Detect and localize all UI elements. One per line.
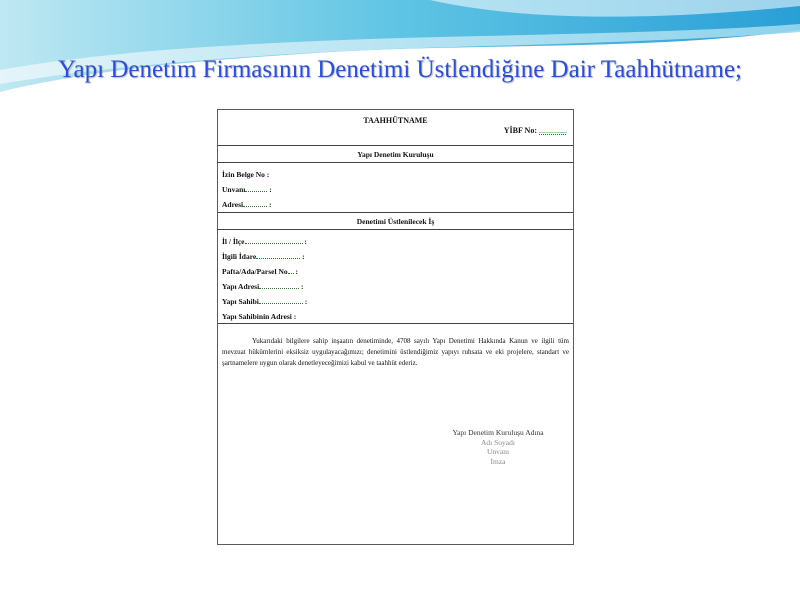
field-label: İzin Belge No [222, 170, 265, 179]
field-label: Yapı Sahibinin Adresi [222, 312, 292, 321]
ybf-dots: .............. [539, 126, 567, 135]
field-ilgili-idare: İlgili İdare : [222, 249, 569, 264]
section-is-fields [218, 230, 573, 324]
taahhutname-document [217, 109, 574, 545]
field-label: İlgili İdare [222, 252, 257, 261]
field-yapi-sahibinin-adresi: Yapı Sahibinin Adresi : [222, 312, 297, 321]
field-adresi: Adresi : [222, 197, 569, 212]
field-label: Yapı Sahibi [222, 297, 259, 306]
field-label: Unvanı [222, 185, 246, 194]
ybf-number [504, 126, 567, 135]
document-title: TAAHHÜTNAME [363, 116, 428, 125]
field-yapi-adresi: Yapı Adresi : [222, 279, 569, 294]
slide-title: Yapı Denetim Firmasının Denetimi Üstlendiğine Dair Taahhütname; [57, 56, 743, 83]
field-label: İl / İlçe [222, 237, 245, 246]
field-unvani: Unvanı : [222, 182, 569, 197]
signature-name-line: Adı Soyadı [481, 437, 515, 447]
field-yapi-sahibi: Yapı Sahibi : [222, 294, 569, 309]
section-title-kurulus: Yapı Denetim Kuruluşu [218, 146, 573, 163]
header-wave-decoration [0, 0, 800, 110]
section-kurulus-fields [218, 163, 573, 213]
signature-org-line: Yapı Denetim Kuruluşu Adına [452, 428, 544, 437]
signature-title-line: Unvanı [486, 447, 510, 456]
section-title-is: Denetimi Üstlenilecek İş [218, 213, 573, 230]
document-header [218, 110, 573, 146]
field-il-ilce: İl / İlçe : [222, 234, 569, 249]
field-label: Pafta/Ada/Parsel No [222, 267, 288, 276]
field-pafta-ada-parsel: Pafta/Ada/Parsel No : [222, 264, 569, 279]
signature-block [433, 428, 563, 466]
field-izin-belge-no: İzin Belge No : [222, 170, 270, 179]
field-label: Adresi [222, 200, 244, 209]
field-label: Yapı Adresi [222, 282, 260, 291]
commitment-text: Yukarıdaki bilgilere sahip inşaatın denetiminde, 4708 sayılı Yapı Denetimi Hakkında Kanun ve ilgili tüm mevzuat hükümlerini eksiksiz uygulayacağımızı; denetimini üstlendiğimiz yapıyı ruhsata ve eki projelere, standart ve şartnamelere uygun olarak denetleyeceğimizi kabul ve taahhüt ederiz. [222, 337, 569, 367]
ybf-label: YİBF No: [503, 126, 537, 135]
signature-sign-line: İmza [490, 456, 506, 466]
